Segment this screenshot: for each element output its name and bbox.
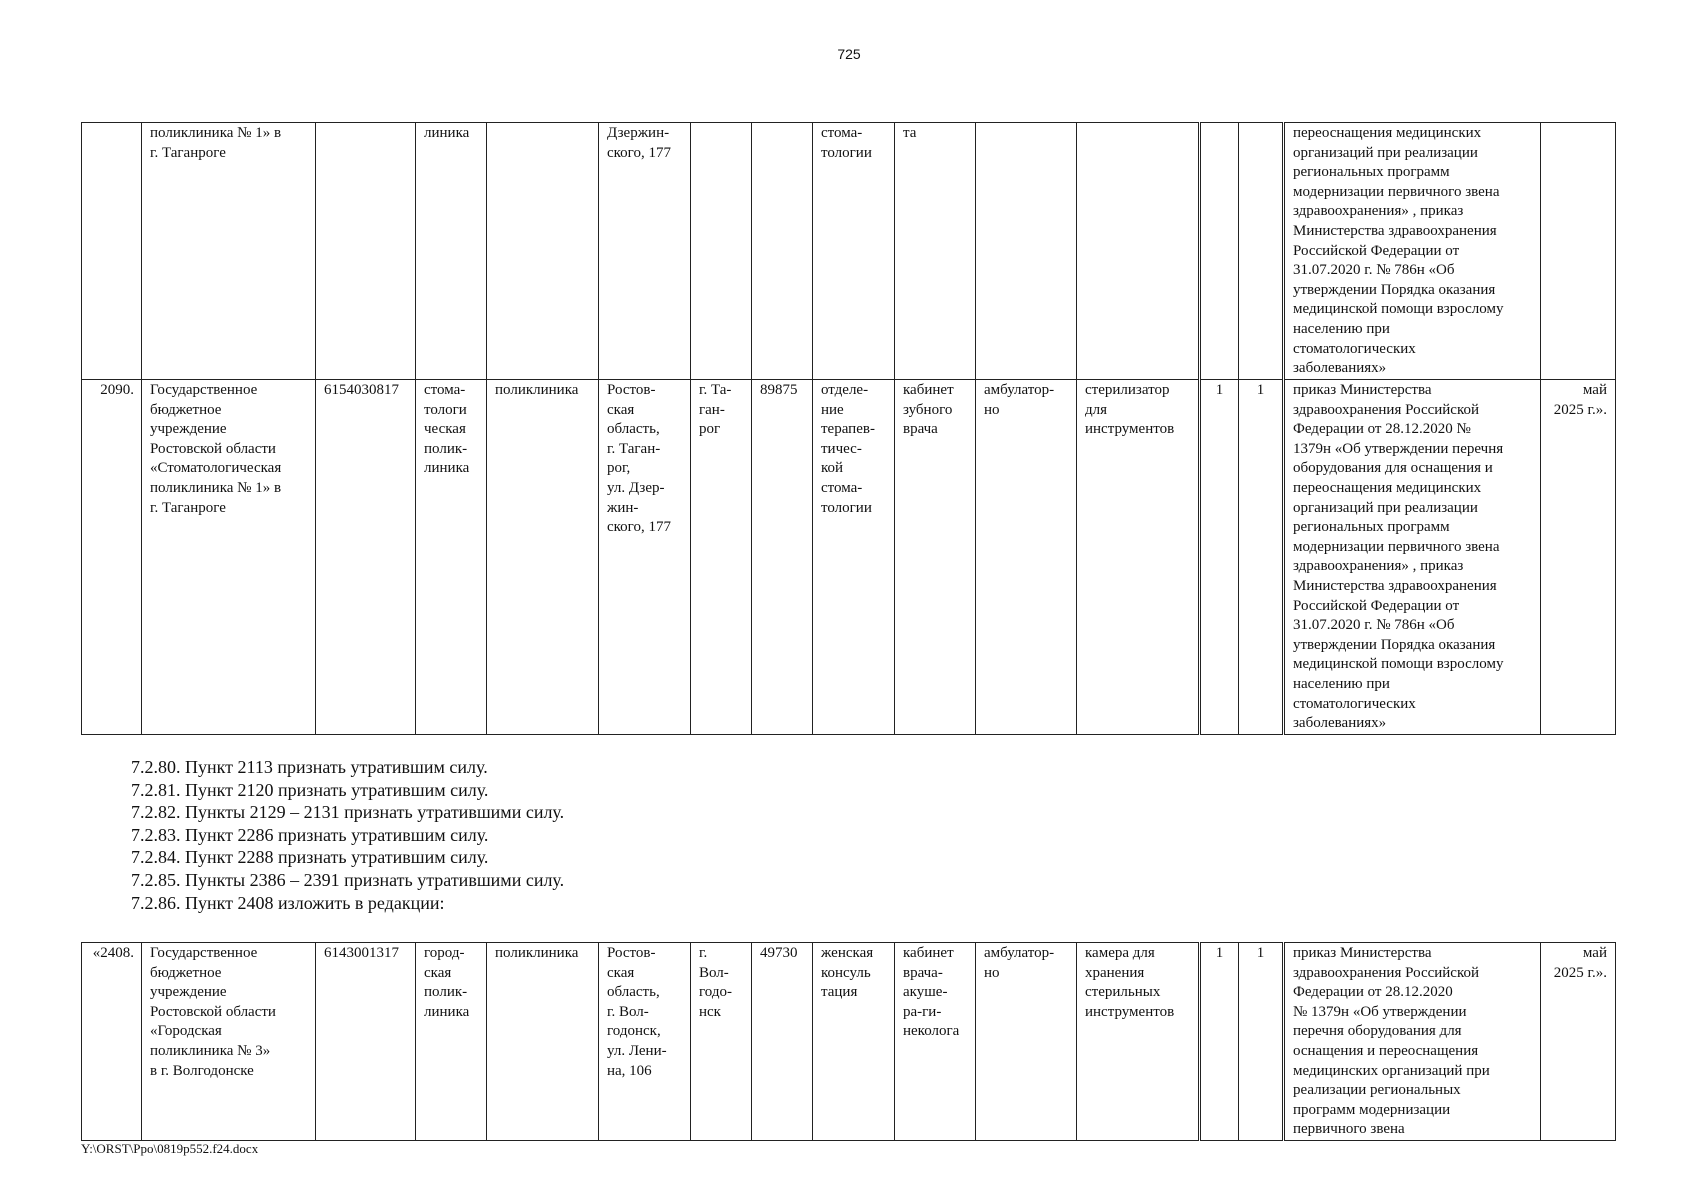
- quantity-2: 1: [1239, 380, 1283, 735]
- care-form: амбулатор- но: [976, 380, 1077, 735]
- organization-type: город- ская полик- линика: [416, 943, 487, 1141]
- department: отделе- ние терапев- тичес- кой стома- тологии: [813, 380, 895, 735]
- address: Дзержин- ского, 177: [599, 123, 691, 380]
- legal-basis: переоснащения медицинских организаций при реализации региональных программ модернизации первичного звена здравоохранения» , приказ Министерства здравоохранения Российской Федерации от 31.07.2020 г. № 786н «Об утверждении Порядка оказания медицинской помощи взрослому населению при стоматологических заболеваниях»: [1285, 123, 1541, 380]
- document-file-path: Y:\ORST\Ppo\0819p552.f24.docx: [81, 1141, 259, 1156]
- facility-kind: поликлиника: [487, 943, 599, 1141]
- delivery-term: май 2025 г.».: [1541, 380, 1616, 735]
- amendment-item: 7.2.86. Пункт 2408 изложить в редакции:: [131, 892, 445, 913]
- code: 89875: [752, 380, 813, 735]
- room: та: [895, 123, 976, 380]
- room: кабинет врача- акуше- ра-ги- неколога: [895, 943, 976, 1141]
- equipment-table-item-2408: [81, 942, 1616, 1141]
- equipment-name: камера для хранения стерильных инструментов: [1077, 943, 1199, 1141]
- address: Ростов- ская область, г. Таган- рог, ул. Дзер- жин- ского, 177: [599, 380, 691, 735]
- inn: 6143001317: [316, 943, 416, 1141]
- organization-name: Государственное бюджетное учреждение Ростовской области «Городская поликлиника № 3» в г. Волгодонске: [142, 943, 316, 1141]
- row-number: [82, 123, 142, 380]
- quantity-1: 1: [1201, 943, 1239, 1141]
- city: г. Вол- годо- нск: [691, 943, 752, 1141]
- amendment-item: 7.2.85. Пункты 2386 – 2391 признать утратившими силу.: [131, 869, 565, 890]
- table-row: [82, 943, 1616, 1141]
- delivery-term: [1541, 123, 1616, 380]
- quantity-2: [1239, 123, 1283, 380]
- delivery-term: май 2025 г.».: [1541, 943, 1616, 1141]
- room: кабинет зубного врача: [895, 380, 976, 735]
- amendment-list: [131, 756, 564, 914]
- organization-type: линика: [416, 123, 487, 380]
- amendment-item: 7.2.84. Пункт 2288 признать утратившим силу.: [131, 847, 489, 868]
- organization-type: стома- тологи ческая полик- линика: [416, 380, 487, 735]
- amendment-item: 7.2.80. Пункт 2113 признать утратившим силу.: [131, 757, 488, 777]
- quantity-1: [1201, 123, 1239, 380]
- care-form: амбулатор- но: [976, 943, 1077, 1141]
- quantity-2: 1: [1239, 943, 1283, 1141]
- department: стома- тологии: [813, 123, 895, 380]
- city: г. Та- ган- рог: [691, 380, 752, 735]
- legal-basis: приказ Министерства здравоохранения Российской Федерации от 28.12.2020 № 1379н «Об утверждении перечня оборудования для оснащения и переоснащения медицинских организаций при реализации региональных программ модернизации первичного звена: [1285, 943, 1541, 1141]
- amendment-item: 7.2.83. Пункт 2286 признать утратившим силу.: [131, 824, 489, 845]
- care-form: [976, 123, 1077, 380]
- quantity-1: 1: [1201, 380, 1239, 735]
- amendment-item: 7.2.81. Пункт 2120 признать утратившим силу.: [131, 779, 489, 800]
- city: [691, 123, 752, 380]
- row-number: 2090.: [82, 380, 142, 735]
- code: 49730: [752, 943, 813, 1141]
- equipment-name: [1077, 123, 1199, 380]
- table-row: [82, 380, 1616, 735]
- row-number: «2408.: [82, 943, 142, 1141]
- inn: [316, 123, 416, 380]
- inn: 6154030817: [316, 380, 416, 735]
- page-number: 725: [837, 46, 861, 62]
- facility-kind: [487, 123, 599, 380]
- legal-basis: приказ Министерства здравоохранения Российской Федерации от 28.12.2020 № 1379н «Об утверждении перечня оборудования для оснащения и переоснащения медицинских организаций при реализации региональных программ модернизации первичного звена здравоохранения» , приказ Министерства здравоохранения Российской Федерации от 31.07.2020 г. № 786н «Об утверждении Порядка оказания медицинской помощи взрослому населению при стоматологических заболеваниях»: [1285, 380, 1541, 735]
- address: Ростов- ская область, г. Вол- годонск, ул. Лени- на, 106: [599, 943, 691, 1141]
- table-row: [82, 123, 1616, 380]
- code: [752, 123, 813, 380]
- organization-name: Государственное бюджетное учреждение Ростовской области «Стоматологическая поликлиника № 1» в г. Таганроге: [142, 380, 316, 735]
- amendment-item: 7.2.82. Пункты 2129 – 2131 признать утратившими силу.: [131, 802, 565, 823]
- facility-kind: поликлиника: [487, 380, 599, 735]
- department: женская консуль тация: [813, 943, 895, 1141]
- equipment-name: стерилизатор для инструментов: [1077, 380, 1199, 735]
- organization-name: поликлиника № 1» в г. Таганроге: [142, 123, 316, 380]
- equipment-table-continued: [81, 122, 1616, 735]
